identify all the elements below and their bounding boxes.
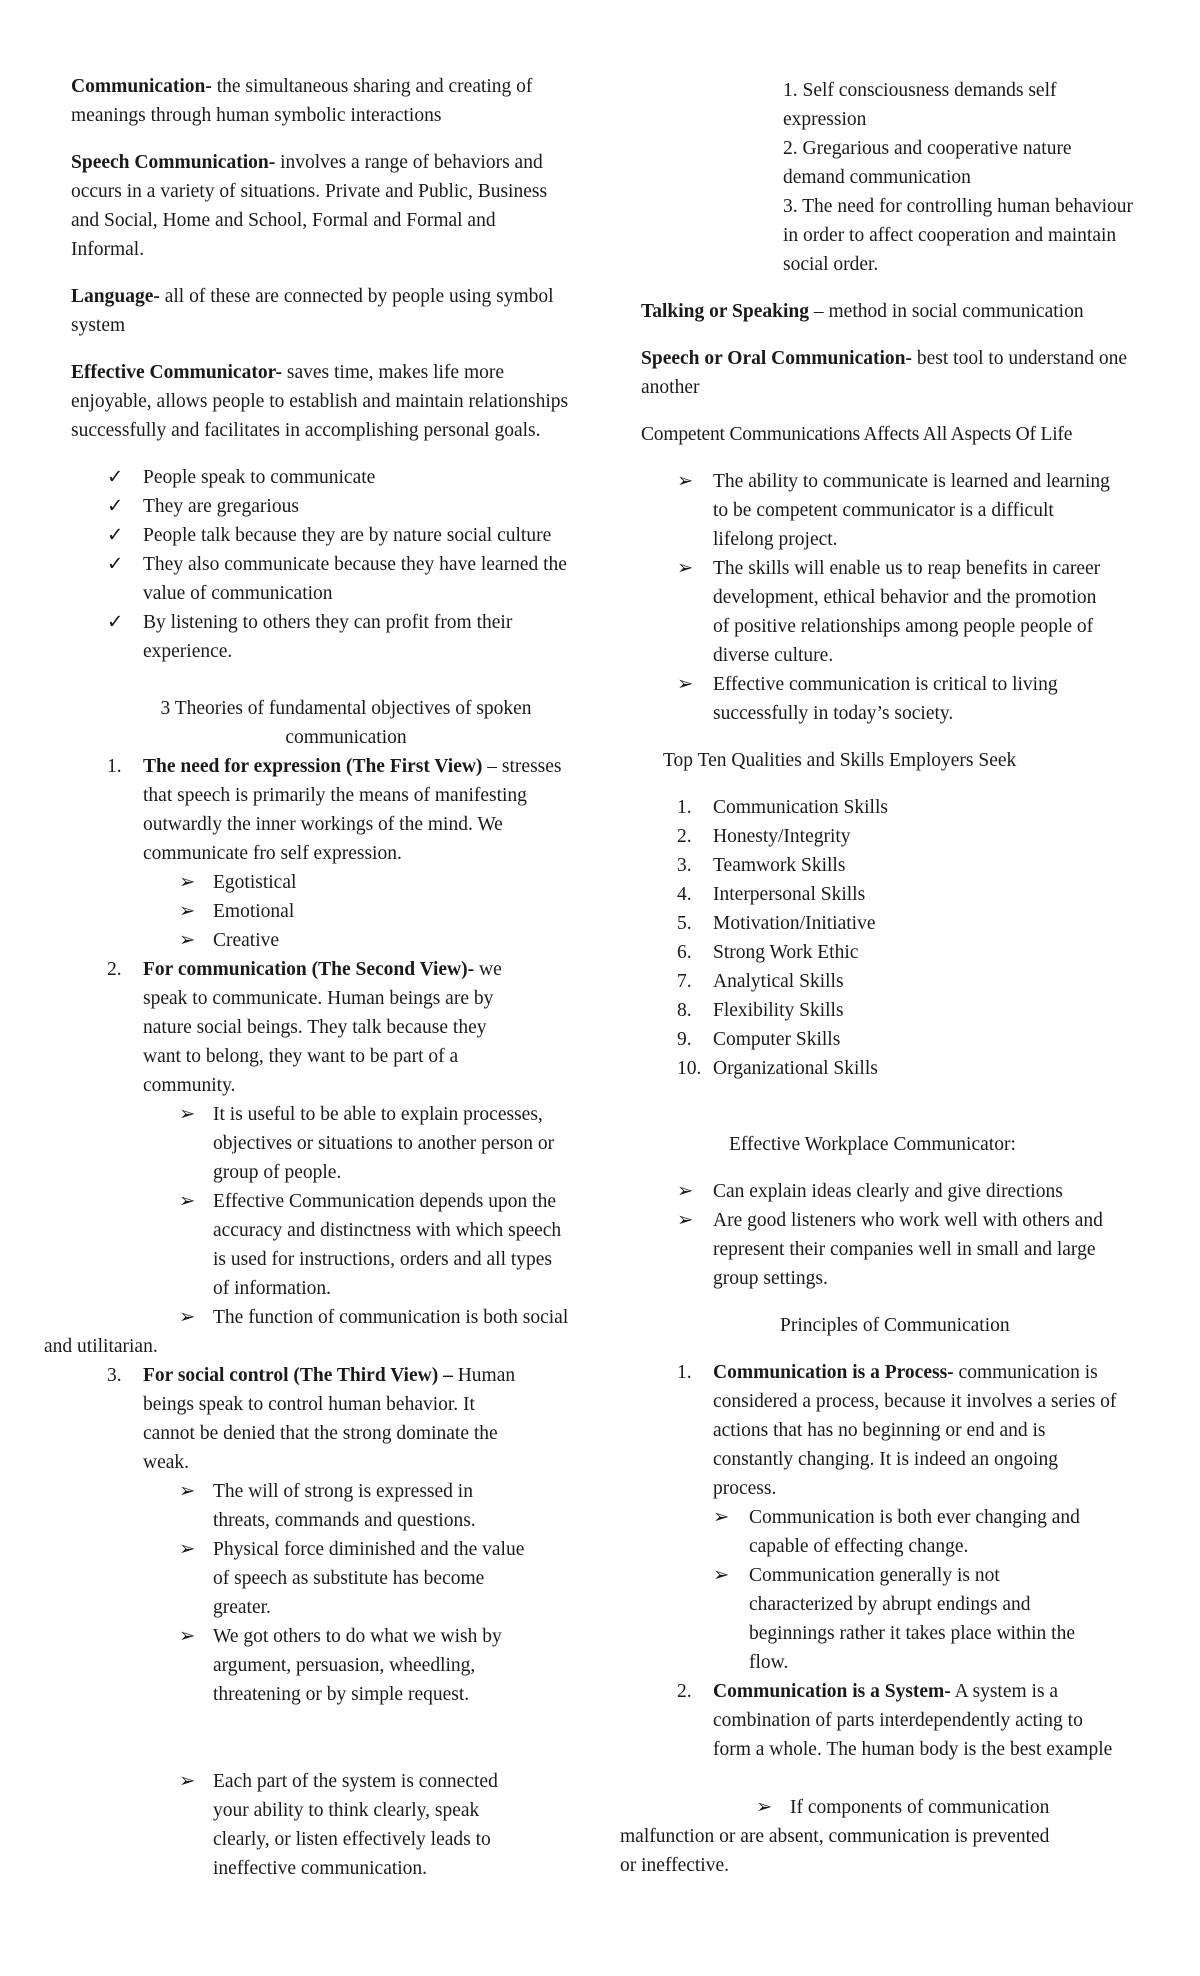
item-text: Can explain ideas clearly and give directions	[713, 1181, 1063, 1202]
list-item	[677, 822, 1161, 851]
term: Communication-	[71, 76, 212, 97]
arrow-icon: ➢	[179, 1104, 196, 1125]
arrow-icon: ➢	[179, 1539, 196, 1560]
item-text: Creative	[213, 930, 280, 951]
list-number: 7.	[677, 971, 692, 992]
list-item	[677, 996, 1161, 1025]
term: Effective Communicator-	[71, 362, 282, 383]
definition-text: involves a range of behaviors and occurs in a variety of situations. Private and Public, Business and Social, Home and School, Formal and Formal and Informal.	[71, 152, 548, 260]
list-item	[677, 909, 1161, 938]
item-text: Communication generally is not characterized by abrupt endings and beginnings rather it takes place within the flow.	[749, 1565, 1075, 1673]
list-item: 1. Self consciousness demands self expression	[783, 80, 1057, 130]
term: Speech or Oral Communication-	[641, 348, 913, 369]
arrow-icon: ➢	[179, 1771, 196, 1792]
theory-2	[107, 955, 571, 1100]
item-text: The function of communication is both social and utilitarian.	[44, 1307, 569, 1357]
workplace-list	[677, 1177, 1117, 1293]
item-text: Computer Skills	[713, 1029, 841, 1050]
item-text: Effective communication is critical to living successfully in today’s society.	[713, 674, 1058, 724]
list-item	[107, 550, 571, 608]
definition-text: best tool to understand one another	[641, 348, 1128, 398]
check-icon: ✓	[107, 467, 124, 488]
principle-text: communication is considered a process, because it involves a series of actions that has no beginning or end and is constantly changing. It is indeed an ongoing process.	[713, 1362, 1117, 1499]
definition-text: all of these are connected by people using symbol system	[71, 286, 554, 336]
list-item	[677, 1177, 1117, 1206]
talking-definition	[641, 297, 1161, 326]
principle-text: A system is a combination of parts interdependently acting to form a whole. The human body is the best example	[713, 1681, 1113, 1760]
item-text: People speak to communicate	[143, 467, 376, 488]
theory-2-subs	[179, 1100, 571, 1303]
arrow-icon: ➢	[179, 901, 196, 922]
list-number: 1.	[677, 797, 692, 818]
list-number: 10.	[677, 1058, 702, 1079]
list-item	[677, 1054, 1161, 1083]
principle-2	[677, 1677, 1117, 1764]
theory-1-subs	[179, 868, 571, 955]
arrow-icon: ➢	[179, 1481, 196, 1502]
list-item	[677, 851, 1161, 880]
item-text: The skills will enable us to reap benefits in career development, ethical behavior and the promotion of positive relationships among people people of diverse culture.	[713, 558, 1101, 666]
theory-title: For communication (The Second View)-	[143, 959, 475, 980]
theory-title: For social control (The Third View) –	[143, 1365, 453, 1386]
term: Talking or Speaking	[641, 301, 809, 322]
list-item	[713, 1503, 1093, 1561]
list-item	[179, 926, 571, 955]
item-text: Teamwork Skills	[713, 855, 846, 876]
item-text: We got others to do what we wish by argument, persuasion, wheedling, threatening or by simple request.	[213, 1626, 502, 1705]
item-text: Physical force diminished and the value of speech as substitute has become greater.	[213, 1539, 525, 1618]
check-list	[107, 463, 571, 666]
item-text: Interpersonal Skills	[713, 884, 866, 905]
list-number: 1.	[107, 756, 122, 777]
arrow-icon: ➢	[179, 1626, 196, 1647]
list-item	[179, 868, 571, 897]
definition-speech-communication	[71, 148, 571, 264]
list-number: 8.	[677, 1000, 692, 1021]
theory-text: we speak to communicate. Human beings are by nature social beings. They talk because they want to belong, they want to be part of a community.	[143, 959, 502, 1096]
item-text: By listening to others they can profit from their experience.	[143, 612, 513, 662]
list-item	[677, 793, 1161, 822]
arrow-icon: ➢	[677, 674, 694, 695]
arrow-icon: ➢	[713, 1507, 730, 1528]
list-item	[179, 1187, 571, 1303]
item-text: Strong Work Ethic	[713, 942, 859, 963]
arrow-icon: ➢	[677, 1210, 694, 1231]
check-icon: ✓	[107, 496, 124, 517]
competent-heading: Competent Communications Affects All Aspects Of Life	[641, 424, 1073, 445]
principle-1	[677, 1358, 1117, 1503]
item-text: It is useful to be able to explain processes, objectives or situations to another person or group of people.	[213, 1104, 555, 1183]
item-text: Effective Communication depends upon the accuracy and distinctness with which speech is used for instructions, orders and all types of information.	[213, 1191, 562, 1299]
arrow-icon: ➢	[713, 1565, 730, 1586]
item-text: Analytical Skills	[713, 971, 844, 992]
item-text: Emotional	[213, 901, 295, 922]
definition-communication	[71, 72, 571, 130]
list-item	[179, 1535, 531, 1622]
item-text: Are good listeners who work well with others and represent their companies well in small and large group settings.	[713, 1210, 1103, 1289]
theory-title: The need for expression (The First View)	[143, 756, 483, 777]
list-item	[179, 897, 571, 926]
list-number: 4.	[677, 884, 692, 905]
theory-3-subs	[179, 1477, 571, 1883]
list-item	[677, 967, 1161, 996]
right-column	[620, 76, 1161, 1880]
list-item	[179, 1477, 531, 1535]
definition-text: saves time, makes life more enjoyable, allows people to establish and maintain relationships successfully and facilitates in accomplishing personal goals.	[71, 362, 569, 441]
list-number: 5.	[677, 913, 692, 934]
list-item	[677, 1025, 1161, 1054]
arrow-icon: ➢	[677, 558, 694, 579]
theory-text: Human beings speak to control human behavior. It cannot be denied that the strong dominate the weak.	[143, 1365, 516, 1473]
theories-heading: 3 Theories of fundamental objectives of spoken communication	[160, 698, 532, 748]
check-icon: ✓	[107, 525, 124, 546]
theory-3	[107, 1361, 571, 1477]
principles-heading: Principles of Communication	[780, 1315, 1010, 1336]
item-text: Flexibility Skills	[713, 1000, 844, 1021]
list-number: 2.	[677, 826, 692, 847]
list-item	[107, 463, 571, 492]
item-text: Egotistical	[213, 872, 297, 893]
definition-effective-communicator	[71, 358, 571, 445]
item-text: If components of communication malfunction or are absent, communication is prevented or ineffective.	[620, 1797, 1050, 1876]
arrow-icon: ➢	[756, 1797, 773, 1818]
list-item-wrapped	[620, 1793, 1050, 1880]
item-text: They also communicate because they have learned the value of communication	[143, 554, 567, 604]
left-column	[44, 72, 571, 1883]
check-icon: ✓	[107, 554, 124, 575]
list-number: 3.	[107, 1365, 122, 1386]
list-number: 6.	[677, 942, 692, 963]
item-text: Communication is both ever changing and capable of effecting change.	[749, 1507, 1080, 1557]
term: Speech Communication-	[71, 152, 276, 173]
reasons-list	[783, 76, 1133, 279]
list-item	[179, 1100, 571, 1187]
definition-text: the simultaneous sharing and creating of meanings through human symbolic interactions	[71, 76, 533, 126]
speech-oral-definition	[641, 344, 1161, 402]
list-item: 3. The need for controlling human behaviour in order to affect cooperation and maintain social order.	[783, 196, 1134, 275]
list-item	[677, 880, 1161, 909]
list-number: 2.	[107, 959, 122, 980]
list-item-wrapped	[44, 1303, 571, 1361]
theory-1	[107, 752, 571, 868]
employers-heading: Top Ten Qualities and Skills Employers Seek	[663, 750, 1017, 771]
list-item	[677, 670, 1117, 728]
item-text: Honesty/Integrity	[713, 826, 851, 847]
list-item: 2. Gregarious and cooperative nature demand communication	[783, 138, 1072, 188]
item-text: The ability to communicate is learned and learning to be competent communicator is a difficult lifelong project.	[713, 471, 1110, 550]
principle-title: Communication is a System-	[713, 1681, 951, 1702]
arrow-icon: ➢	[179, 930, 196, 951]
arrow-icon: ➢	[179, 872, 196, 893]
list-item	[713, 1561, 1093, 1677]
list-item	[179, 1767, 531, 1883]
term: Language-	[71, 286, 160, 307]
arrow-icon: ➢	[677, 471, 694, 492]
definition-language	[71, 282, 571, 340]
check-icon: ✓	[107, 612, 124, 633]
item-text: People talk because they are by nature social culture	[143, 525, 552, 546]
item-text: Motivation/Initiative	[713, 913, 876, 934]
arrow-icon: ➢	[179, 1307, 196, 1328]
list-item	[677, 1206, 1117, 1293]
theory-text: – stresses that speech is primarily the means of manifesting outwardly the inner workings of the mind. We communicate fro self expression.	[143, 756, 562, 864]
arrow-icon: ➢	[677, 1181, 694, 1202]
arrow-icon: ➢	[179, 1191, 196, 1212]
definition-text: – method in social communication	[809, 301, 1084, 322]
workplace-heading: Effective Workplace Communicator:	[729, 1134, 1016, 1155]
item-text: The will of strong is expressed in threats, commands and questions.	[213, 1481, 476, 1531]
list-item	[107, 492, 571, 521]
competent-list	[677, 467, 1117, 728]
employers-list	[677, 793, 1161, 1083]
list-number: 3.	[677, 855, 692, 876]
list-number: 9.	[677, 1029, 692, 1050]
principle-title: Communication is a Process-	[713, 1362, 954, 1383]
list-number: 2.	[677, 1681, 692, 1702]
list-item	[677, 938, 1161, 967]
item-text: Communication Skills	[713, 797, 888, 818]
list-item	[677, 467, 1117, 554]
item-text: Organizational Skills	[713, 1058, 878, 1079]
list-item	[107, 608, 571, 666]
list-number: 1.	[677, 1362, 692, 1383]
list-item	[107, 521, 571, 550]
list-item	[677, 554, 1117, 670]
principle-1-subs	[713, 1503, 1093, 1677]
item-text: Each part of the system is connected your ability to think clearly, speak clearly, or listen effectively leads to ineffective communication.	[213, 1771, 498, 1879]
list-item	[179, 1622, 531, 1709]
item-text: They are gregarious	[143, 496, 299, 517]
